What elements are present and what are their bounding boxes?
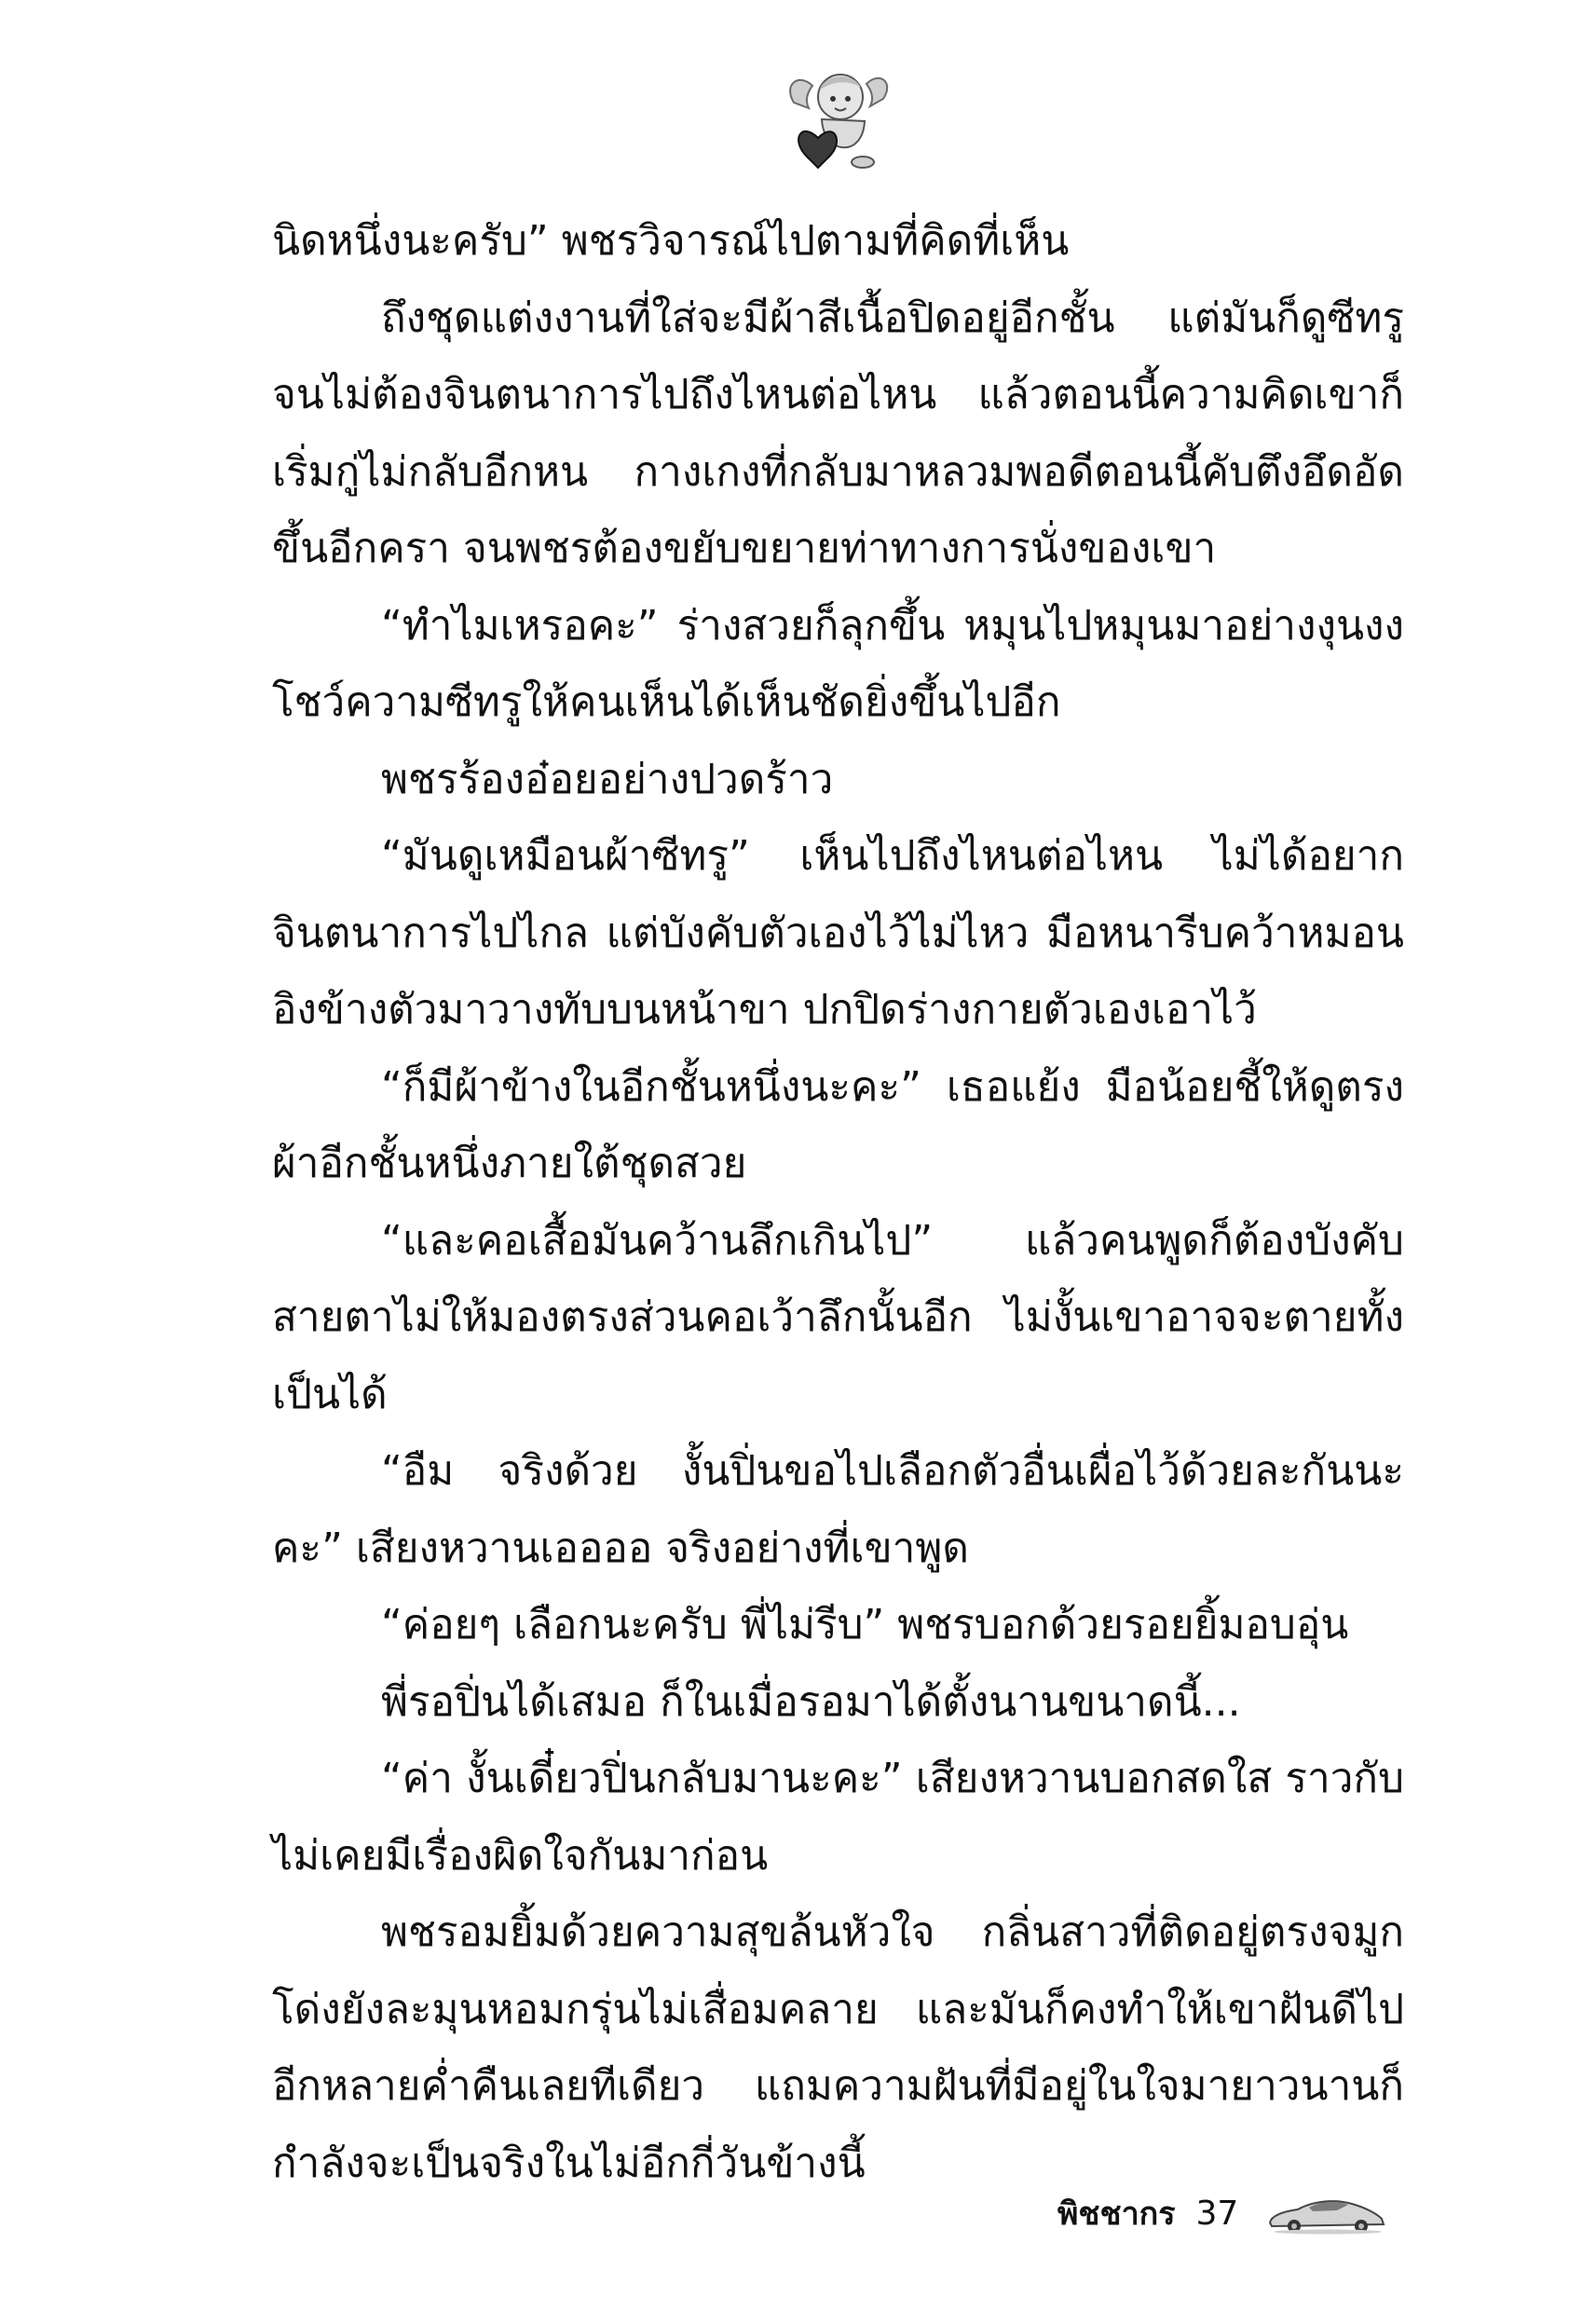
- cherub-with-heart-icon: [783, 65, 894, 175]
- paragraph: “ก็มีผ้าข้างในอีกชั้นหนึ่งนะคะ” เธอแย้ง มือน้อยชี้ให้ดูตรงผ้าอีกชั้นหนึ่งภายใต้ชุดสวย: [272, 1062, 1404, 1187]
- paragraph: “ค่า งั้นเดี๋ยวปิ่นกลับมานะคะ” เสียงหวานบอกสดใส ราวกับไม่เคยมีเรื่องผิดใจกันมาก่อน: [272, 1755, 1404, 1880]
- paragraph: “ทำไมเหรอคะ” ร่างสวยก็ลุกขึ้น หมุนไปหมุนมาอย่างงุนงงโชว์ความซีทรูให้คนเห็นได้เห็นชัดยิ่งขึ้นไปอีก: [272, 601, 1404, 726]
- page-number: 37: [1195, 2194, 1239, 2233]
- paragraph: “มันดูเหมือนผ้าซีทรู” เห็นไปถึงไหนต่อไหน ไม่ได้อยากจินตนาการไปไกล แต่บังคับตัวเองไว้ไม่ไหว มือหนารีบคว้าหมอนอิงข้างตัวมาวางทับบนหน้าขา ปกปิดร่างกายตัวเองเอาไว้: [272, 832, 1404, 1033]
- body-text: [272, 203, 1404, 2202]
- footer-author-title: พิชชากร: [1057, 2195, 1176, 2233]
- paragraph: “และคอเสื้อมันคว้านลึกเกินไป” แล้วคนพูดก็ต้องบังคับสายตาไม่ให้มองตรงส่วนคอเว้าลึกนั้นอีก ไม่งั้นเขาอาจจะตายทั้งเป็นได้: [272, 1216, 1404, 1418]
- paragraph: นิดหนึ่งนะครับ” พชรวิจารณ์ไปตามที่คิดที่เห็น: [272, 217, 1070, 265]
- paragraph: พี่รอปิ่นได้เสมอ ก็ในเมื่อรอมาได้ตั้งนานขนาดนี้...: [381, 1677, 1241, 1726]
- paragraph: พชรร้องอ๋อยอย่างปวดร้าว: [381, 755, 834, 803]
- paragraph: พชรอมยิ้มด้วยความสุขล้นหัวใจ กลิ่นสาวที่ติดอยู่ตรงจมูกโด่งยังละมุนหอมกรุ่นไม่เสื่อมคลาย และมันก็คงทำให้เขาฝันดีไปอีกหลายค่ำคืนเลยทีเดียว แถมความฝันที่มีอยู่ในใจมายาวนานก็กำลังจะเป็นจริงในไม่อีกกี่วันข้างนี้: [272, 1908, 1404, 2187]
- sports-car-icon: [1266, 2191, 1387, 2236]
- paragraph: “อืม จริงด้วย งั้นปิ่นขอไปเลือกตัวอื่นเผื่อไว้ด้วยละกันนะคะ” เสียงหวานเออออ จริงอย่างที่เขาพูด: [272, 1447, 1404, 1572]
- paragraph: “ค่อยๆ เลือกนะครับ พี่ไม่รีบ” พชรบอกด้วยรอยยิ้มอบอุ่น: [381, 1601, 1349, 1648]
- paragraph: ถึงชุดแต่งงานที่ใส่จะมีผ้าสีเนื้อปิดอยู่อีกชั้น แต่มันก็ดูซีทรูจนไม่ต้องจินตนาการไปถึงไหนต่อไหน แล้วตอนนี้ความคิดเขาก็เริ่มกู่ไม่กลับอีกหน กางเกงที่กลับมาหลวมพอดีตอนนี้คับตึงอึดอัดขึ้นอีกครา จนพชรต้องขยับขยายท่าทางการนั่งของเขา: [272, 294, 1404, 572]
- page-footer: [1057, 2185, 1387, 2241]
